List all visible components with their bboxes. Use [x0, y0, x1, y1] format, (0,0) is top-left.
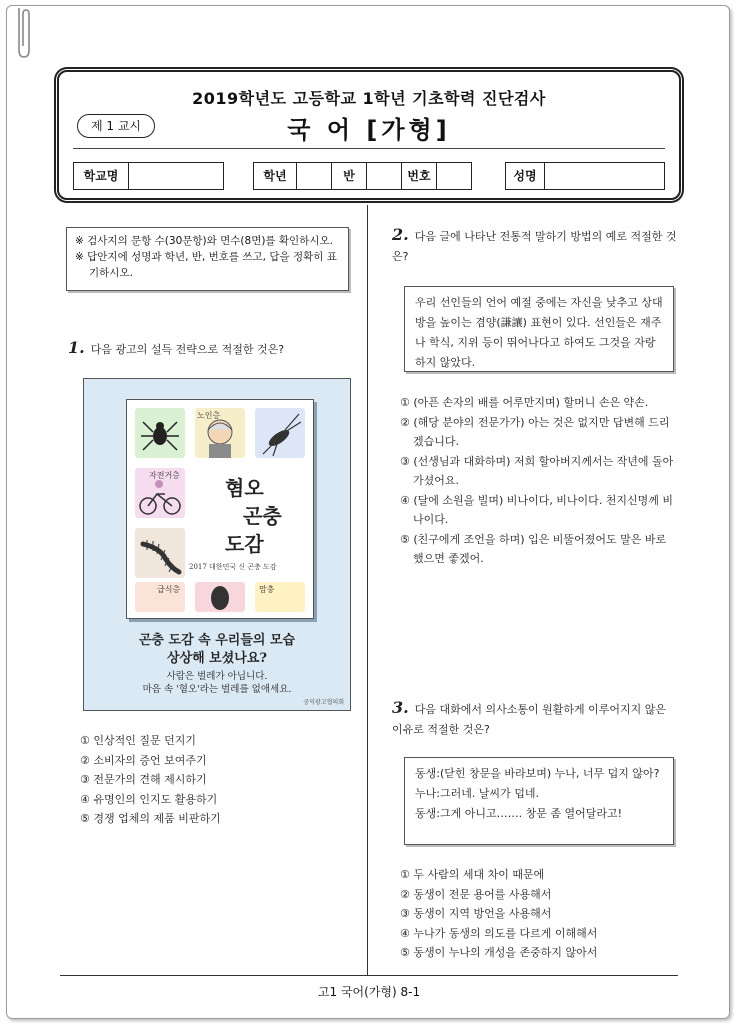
book-title-line-3: 도감 [225, 532, 264, 556]
session-badge: 제 1 교시 [77, 114, 155, 138]
subject-title: 국 어 [가형] [287, 116, 451, 144]
choice-item[interactable]: ② 동생이 전문 용어를 사용해서 [400, 887, 552, 901]
public-ad-image [83, 378, 351, 711]
choice-item[interactable]: ② (해당 분야의 전문가가) 아는 것은 없지만 답변해 드리겠습니다. [400, 415, 670, 448]
choice-item[interactable]: ④ 유명인의 인지도 활용하기 [80, 792, 218, 806]
cricket-icon [255, 408, 305, 458]
ad-headline-1: 곤충 도감 속 우리들의 모습 [138, 633, 296, 648]
ad-headline-2: 상상해 보셨나요? [166, 651, 268, 666]
header-divider [73, 148, 665, 149]
class-label: 반 [331, 162, 367, 190]
student-tile [135, 582, 185, 612]
question-number: 3. [392, 698, 409, 717]
choice-item[interactable]: ③ 동생이 지역 방언을 사용해서 [400, 907, 552, 920]
dialogue-text: (닫힌 창문을 바라보며) 누나, 너무 덥지 않아? [439, 767, 660, 780]
grade-label: 학년 [253, 162, 297, 190]
question-2-stem [392, 225, 677, 267]
choice-item[interactable]: ④ (달에 소원을 빌며) 비나이다, 비나이다. 천지신명께 비나이다. [400, 493, 674, 526]
question-text: 다음 글에 나타난 전통적 말하기 방법의 예로 적절한 것은? [392, 230, 677, 263]
centipede-tile [135, 528, 185, 578]
footer-divider [60, 975, 678, 976]
speaker-label: 누나: [415, 787, 440, 800]
grade-field[interactable] [296, 162, 332, 190]
cricket-tile [255, 408, 305, 458]
column-divider [367, 205, 368, 975]
choice-item[interactable]: ⑤ 경쟁 업체의 제품 비판하기 [80, 812, 221, 825]
cyclist-tile [135, 468, 185, 518]
spider-icon [135, 408, 185, 458]
school-label: 학교명 [73, 162, 129, 190]
instruction-line: ※ 검사지의 문항 수(30문항)와 면수(8면)를 확인하시오. [75, 235, 333, 247]
speaker-label: 동생: [415, 767, 440, 780]
ad-subtext-1: 사람은 벌레가 아닙니다. [166, 671, 268, 682]
choice-item[interactable]: ① 인상적인 질문 던지기 [80, 734, 196, 747]
choice-item[interactable]: ① 두 사람의 세대 차이 때문에 [400, 868, 545, 881]
choice-item[interactable]: ① (아픈 손자의 배를 어루만지며) 할머니 손은 약손. [400, 396, 649, 409]
question-text: 다음 광고의 설득 전략으로 적절한 것은? [90, 343, 285, 356]
dialogue-line [415, 804, 663, 824]
instruction-line: ※ 답안지에 성명과 학년, 반, 번호를 쓰고, 답을 정확히 표기하시오. [75, 251, 337, 279]
dialogue-line [415, 784, 663, 804]
question-2-passage: 우리 선인들의 언어 예절 중에는 자신을 낮추고 상대방을 높이는 겸양(謙讓) 표현이 있다. 선인들은 재주나 학식, 지위 등이 뛰어나다고 하여도 그것을 자랑하지 않았다. [404, 286, 674, 372]
exam-title: 2019학년도 고등학교 1학년 기초학력 진단검사 [192, 89, 546, 108]
school-field[interactable] [128, 162, 224, 190]
cockroach-icon [195, 582, 245, 612]
spider-tile [135, 408, 185, 458]
question-3-stem [392, 698, 677, 740]
choice-item[interactable]: ④ 누나가 동생의 의도를 다르게 이해해서 [400, 926, 598, 940]
choice-item[interactable]: ⑤ (친구에게 조언을 하며) 입은 비뚤어졌어도 말은 바로 했으면 좋겠어. [400, 532, 667, 565]
question-number: 1. [68, 338, 85, 357]
number-field[interactable] [436, 162, 472, 190]
speaker-label: 동생: [415, 807, 440, 820]
tile-label: 노인층 [197, 411, 221, 420]
question-1-choices [80, 731, 350, 829]
name-field[interactable] [544, 162, 665, 190]
dialogue-line [415, 764, 663, 784]
choice-item[interactable]: ③ (선생님과 대화하며) 저희 할아버지께서는 작년에 돌아가셨어요. [400, 454, 674, 487]
choice-item[interactable]: ③ 전문가의 견해 제시하기 [80, 773, 207, 786]
name-label: 성명 [505, 162, 545, 190]
question-2-choices [400, 393, 680, 569]
number-label: 번호 [401, 162, 437, 190]
book-title-line-2: 곤충 [243, 504, 282, 528]
centipede-icon [135, 528, 185, 578]
mother-tile [255, 582, 305, 612]
exam-header [57, 70, 681, 200]
class-field[interactable] [366, 162, 402, 190]
dialogue-text: 그러네. 날씨가 덥네. [439, 787, 539, 800]
tile-label: 자전거층 [149, 471, 180, 480]
question-number: 2. [392, 225, 409, 244]
elder-tile [195, 408, 245, 458]
tile-label: 맘충 [259, 585, 275, 594]
page-footer: 고1 국어(가형) 8-1 [317, 985, 421, 999]
ad-subtext-2: 마음 속 '혐오'라는 벌레를 없애세요. [142, 684, 292, 695]
cockroach-tile [195, 582, 245, 612]
dialogue-text: 그게 아니고……. 창문 좀 열어달라고! [439, 807, 622, 820]
choice-item[interactable]: ② 소비자의 증언 보여주기 [80, 753, 207, 767]
tile-label: 급식층 [157, 585, 181, 594]
paper-clip-icon [12, 2, 34, 60]
question-3-choices [400, 865, 680, 963]
choice-item[interactable]: ⑤ 동생이 누나의 개성을 존중하지 않아서 [400, 946, 598, 959]
insect-book-cover [126, 399, 314, 619]
question-3-dialogue [404, 757, 674, 845]
instructions-box [66, 227, 349, 291]
book-title-line-1: 혐오 [225, 476, 264, 500]
book-subtitle: 2017 대한민국 신 곤충 도감 [189, 563, 277, 571]
question-1-stem [68, 338, 358, 360]
ad-logo: 공익광고협의회 [303, 699, 344, 706]
question-text: 다음 대화에서 의사소통이 원활하게 이루어지지 않은 이유로 적절한 것은? [392, 703, 666, 736]
